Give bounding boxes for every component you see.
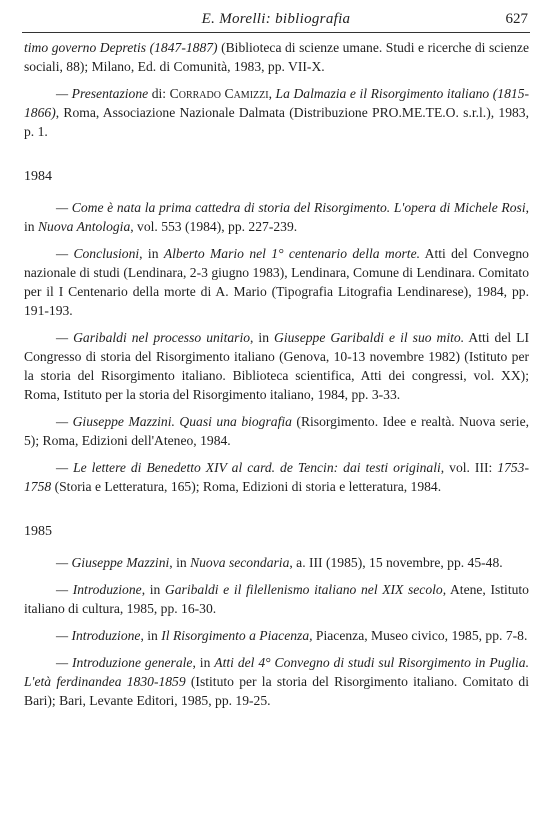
entry-text: , bbox=[268, 86, 276, 101]
entry-title-text: — Introduzione bbox=[56, 628, 141, 643]
entry-text: , in bbox=[192, 655, 215, 670]
entry-text: Atti del LI Congresso di storia del Risorgimento italiano (Genova, 10-13 novembre 1982) (Istituto per la storia del Risorgimento italiano. Biblioteca scientifica, Atti dei congressi, vol. XX); Roma, Istituto per la storia del Risorgimento italiano, 1984, pp. 3-33. bbox=[24, 330, 530, 402]
entry-title-text: — Conclusioni bbox=[56, 246, 140, 261]
running-header bbox=[22, 10, 530, 33]
entry-title-text: — Garibaldi nel processo unitario bbox=[56, 330, 251, 345]
entry-text: (Risorgimento. Idee e realtà. Nuova serie, 5); Roma, Edizioni dell'Ateneo, 1984. bbox=[24, 414, 529, 448]
year-heading-1985: 1985 bbox=[24, 524, 52, 539]
page-number: 627 bbox=[505, 11, 528, 27]
entry-title-text: — Introduzione bbox=[56, 582, 142, 597]
entry-text: , in bbox=[24, 200, 529, 234]
entry-text: , in bbox=[140, 628, 162, 643]
entry-title-text: Garibaldi e il filellenismo italiano nel XIX secolo bbox=[164, 582, 443, 597]
bibliography-entry bbox=[24, 38, 529, 76]
entry-text: (Biblioteca di scienze umane. Studi e ricerche di scienze sociali, 88); Milano, Ed. di Comunità, 1983, pp. VII-X. bbox=[24, 40, 529, 74]
entries-1985 bbox=[24, 553, 529, 710]
entry-text: , Roma, Associazione Nazionale Dalmata (Distribuzione PRO.ME.TE.O. s.r.l.), 1983, p. 1. bbox=[24, 105, 529, 139]
entry-text: (Storia e Letteratura, 165); Roma, Edizioni di storia e letteratura, 1984. bbox=[51, 479, 442, 494]
bibliography-entry bbox=[24, 244, 529, 320]
entry-text: , in bbox=[169, 555, 191, 570]
bibliography-entry bbox=[24, 580, 529, 618]
entry-title-text: Il Risorgimento a Piacenza, bbox=[161, 628, 313, 643]
entry-text: di: bbox=[148, 86, 170, 101]
entry-text: , in bbox=[139, 246, 164, 261]
bibliography-entry bbox=[24, 328, 529, 404]
bibliography-entry bbox=[24, 553, 529, 572]
bibliography-entry bbox=[24, 458, 529, 496]
entry-text: Piacenza, Museo civico, 1985, pp. 7-8. bbox=[312, 628, 528, 643]
entry-title-text: Nuova secondaria bbox=[190, 555, 290, 570]
entry-title-text: Nuova Antologia bbox=[37, 219, 131, 234]
year-heading-1984: 1984 bbox=[24, 169, 52, 184]
entry-title-text: — Presentazione bbox=[56, 86, 149, 101]
entry-text: , in bbox=[250, 330, 275, 345]
entry-text: , in bbox=[141, 582, 165, 597]
entry-text: , Atene, Istituto italiano di cultura, 1985, pp. 16-30. bbox=[24, 582, 529, 616]
entry-title-text: — Come è nata la prima cattedra di storia del Risorgimento. L'opera di Michele Rosi bbox=[56, 200, 526, 215]
entry-title-text: Alberto Mario nel 1° centenario della morte. bbox=[163, 246, 421, 261]
continued-entries bbox=[24, 38, 529, 141]
bibliography-entry bbox=[24, 198, 529, 236]
entry-title-text: — Giuseppe Mazzini. Quasi una biografia bbox=[56, 414, 292, 429]
entry-text: , vol. 553 (1984), pp. 227-239. bbox=[130, 219, 298, 234]
entry-title-text: Giuseppe Garibaldi e il suo mito. bbox=[274, 330, 465, 345]
entry-text: (Istituto per la storia del Risorgimento italiano. Comitato di Bari); Bari, Levante Editori, 1985, pp. 19-25. bbox=[24, 674, 529, 708]
bibliography-body bbox=[24, 38, 529, 718]
entry-title-text: Atti del 4° Convegno di studi sul Risorgimento in Puglia. L'età ferdinandea 1830-1859 bbox=[24, 655, 529, 689]
entry-text: Atti del Convegno nazionale di studi (Lendinara, 2-3 giugno 1983), Lendinara, Comune di Lendinara. Comitato per il I Centenario della morte di A. Mario (Tipografia Litografia Lendinarese), 1984, pp. 191-193. bbox=[24, 246, 529, 318]
bibliography-entry bbox=[24, 653, 529, 710]
entry-title-text: La Dalmazia e il Risorgimento italiano (1815-1866) bbox=[24, 86, 530, 120]
entry-title-text: — Le lettere di Benedetto XIV al card. de Tencin: dai testi originali bbox=[56, 460, 441, 475]
entry-text: , vol. III: bbox=[440, 460, 498, 475]
entry-title-text: 1753-1758 bbox=[24, 460, 529, 494]
bibliography-entry bbox=[24, 412, 529, 450]
entry-title-text: timo governo Depretis (1847-1887) bbox=[24, 40, 218, 55]
bibliography-entry bbox=[24, 626, 529, 645]
entry-title-text: — Giuseppe Mazzini bbox=[56, 555, 170, 570]
bibliography-entry bbox=[24, 84, 529, 141]
entry-text: Corrado Camizzi bbox=[169, 86, 269, 101]
entries-1984 bbox=[24, 198, 529, 496]
entry-text: , a. III (1985), 15 novembre, pp. 45-48. bbox=[289, 555, 503, 570]
header-title: E. Morelli: bibliografia bbox=[201, 11, 351, 27]
entry-title-text: — Introduzione generale bbox=[56, 655, 193, 670]
